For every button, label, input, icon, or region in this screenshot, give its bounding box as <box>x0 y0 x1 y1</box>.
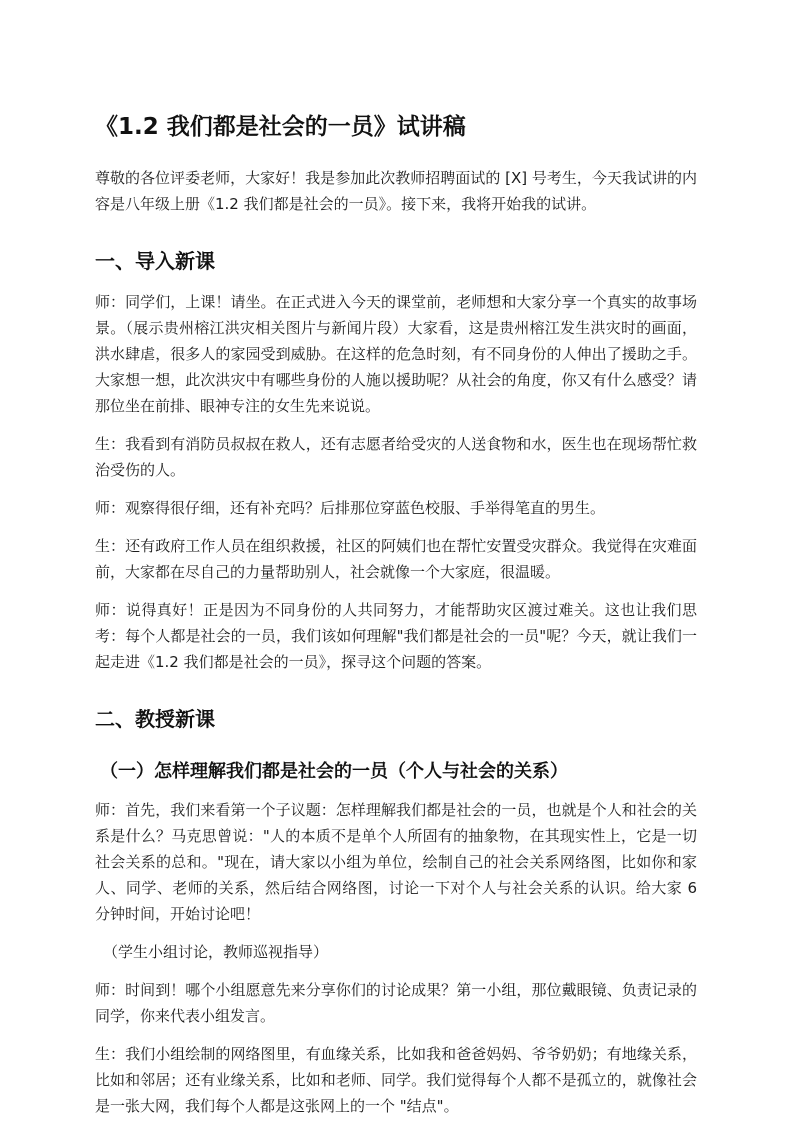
intro-paragraph: 尊敬的各位评委老师，大家好！我是参加此次教师招聘面试的 [X] 号考生，今天我试讲的内容是八年级上册《1.2 我们都是社会的一员》。接下来，我将开始我的试讲。 <box>95 169 697 214</box>
paragraph-teacher-1: 师：同学们，上课！请坐。在正式进入今天的课堂前，老师想和大家分享一个真实的故事场景。（展示贵州榕江洪灾相关图片与新闻片段）大家看，这是贵州榕江发生洪灾时的画面，洪水肆虐，很多人的家园受到威胁。在这样的危急时刻，有不同身份的人伸出了援助之手。大家想一想，此次洪灾中有哪些身份的人施以援助呢？从社会的角度，你又有什么感受？请那位坐在前排、眼神专注的女生先来说说。 <box>95 293 697 416</box>
paragraph-student-3: 生：我们小组绘制的网络图里，有血缘关系，比如我和爸爸妈妈、爷爷奶奶；有地缘关系，比如和邻居；还有业缘关系，比如和老师、同学。我们觉得每个人都不是孤立的，就像社会是一张大网，我们每个人都是这张网上的一个 "结点"。 <box>95 1045 697 1116</box>
stage-direction: （学生小组讨论，教师巡视指导） <box>103 943 329 962</box>
paragraph-student-2: 生：还有政府工作人员在组织救援，社区的阿姨们也在帮忙安置受灾群众。我觉得在灾难面前，大家都在尽自己的力量帮助别人，社会就像一个大家庭，很温暖。 <box>95 537 697 582</box>
section-heading-1: 一、导入新课 <box>95 249 215 274</box>
section-heading-2: 二、教授新课 <box>95 707 215 732</box>
paragraph-teacher-4: 师：首先，我们来看第一个子议题：怎样理解我们都是社会的一员，也就是个人和社会的关系是什么？马克思曾说："人的本质不是单个人所固有的抽象物，在其现实性上，它是一切社会关系的总和。"现在，请大家以小组为单位，绘制自己的社会关系网络图，比如你和家人、同学、老师的关系，然后结合网络图，讨论一下对个人与社会关系的认识。给大家 6 分钟时间，开始讨论吧！ <box>95 801 697 924</box>
paragraph-student-1: 生：我看到有消防员叔叔在救人，还有志愿者给受灾的人送食物和水，医生也在现场帮忙救治受伤的人。 <box>95 435 697 480</box>
paragraph-teacher-2: 师：观察得很仔细，还有补充吗？后排那位穿蓝色校服、手举得笔直的男生。 <box>95 499 606 518</box>
subsection-heading-1: （一）怎样理解我们都是社会的一员（个人与社会的关系） <box>100 761 568 783</box>
paragraph-teacher-3: 师：说得真好！正是因为不同身份的人共同努力，才能帮助灾区渡过难关。这也让我们思考：每个人都是社会的一员，我们该如何理解"我们都是社会的一员"呢？今天，就让我们一起走进《1.2 我们都是社会的一员》，探寻这个问题的答案。 <box>95 601 697 672</box>
paragraph-teacher-5: 师：时间到！哪个小组愿意先来分享你们的讨论成果？第一小组，那位戴眼镜、负责记录的同学，你来代表小组发言。 <box>95 981 697 1026</box>
document-title: 《1.2 我们都是社会的一员》试讲稿 <box>95 114 466 140</box>
